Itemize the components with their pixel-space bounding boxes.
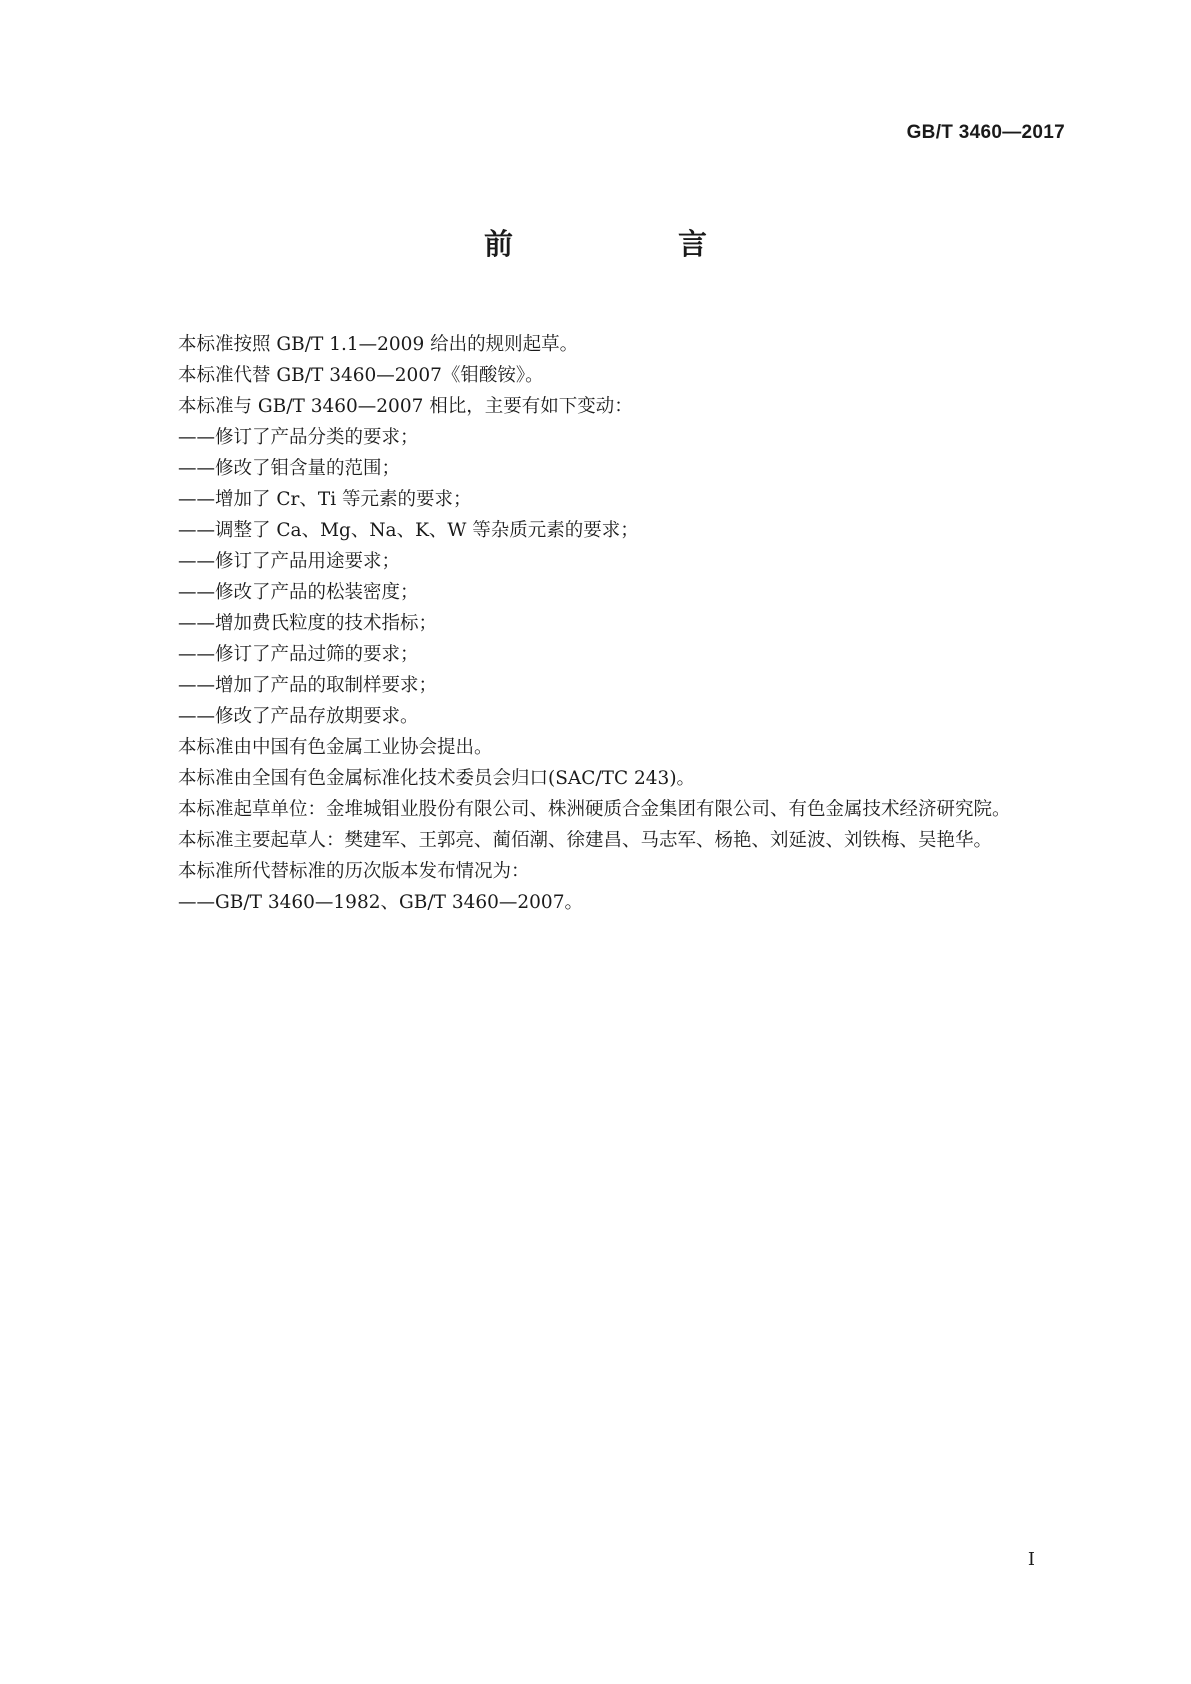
- paragraph-history-intro: 本标准所代替标准的历次版本发布情况为：: [178, 861, 530, 882]
- page-number: I: [1027, 1549, 1035, 1570]
- paragraph-drafting-units: 本标准起草单位：金堆城钼业股份有限公司、株洲硬质合金集团有限公司、有色金属技术经济研究院。: [178, 799, 1011, 820]
- foreword-body: [137, 329, 1057, 918]
- list-item-change: ——增加了产品的取制样要求；: [178, 675, 438, 696]
- list-item-change: ——修改了产品存放期要求。: [178, 706, 419, 727]
- list-item-change: ——修改了钼含量的范围；: [178, 458, 401, 479]
- list-item-change: ——修改了产品的松装密度；: [178, 582, 419, 603]
- list-item-change: ——增加费氏粒度的技术指标；: [178, 613, 438, 634]
- paragraph-drafting-rules: 本标准按照 GB/T 1.1—2009 给出的规则起草。: [178, 334, 579, 355]
- paragraph-technical-committee: 本标准由全国有色金属标准化技术委员会归口(SAC/TC 243)。: [178, 768, 696, 789]
- list-item-history: ——GB/T 3460—1982、GB/T 3460—2007。: [178, 892, 583, 913]
- list-item-change: ——修订了产品分类的要求；: [178, 427, 419, 448]
- paragraph-proposed-by: 本标准由中国有色金属工业协会提出。: [178, 737, 493, 758]
- list-item-change: ——修订了产品过筛的要求；: [178, 644, 419, 665]
- list-item-change: ——增加了 Cr、Ti 等元素的要求；: [178, 489, 472, 510]
- list-item-change: ——修订了产品用途要求；: [178, 551, 401, 572]
- paragraph-drafters: 本标准主要起草人：樊建军、王郭亮、蔺佰潮、徐建昌、马志军、杨艳、刘延波、刘铁梅、吴艳华。: [178, 830, 993, 851]
- paragraph-changes-intro: 本标准与 GB/T 3460—2007 相比，主要有如下变动：: [178, 396, 633, 417]
- page-title: 前 言: [483, 227, 775, 261]
- paragraph-replaces: 本标准代替 GB/T 3460—2007《钼酸铵》。: [178, 365, 544, 386]
- list-item-change: ——调整了 Ca、Mg、Na、K、W 等杂质元素的要求；: [178, 520, 639, 541]
- standard-number: GB/T 3460—2017: [906, 122, 1065, 143]
